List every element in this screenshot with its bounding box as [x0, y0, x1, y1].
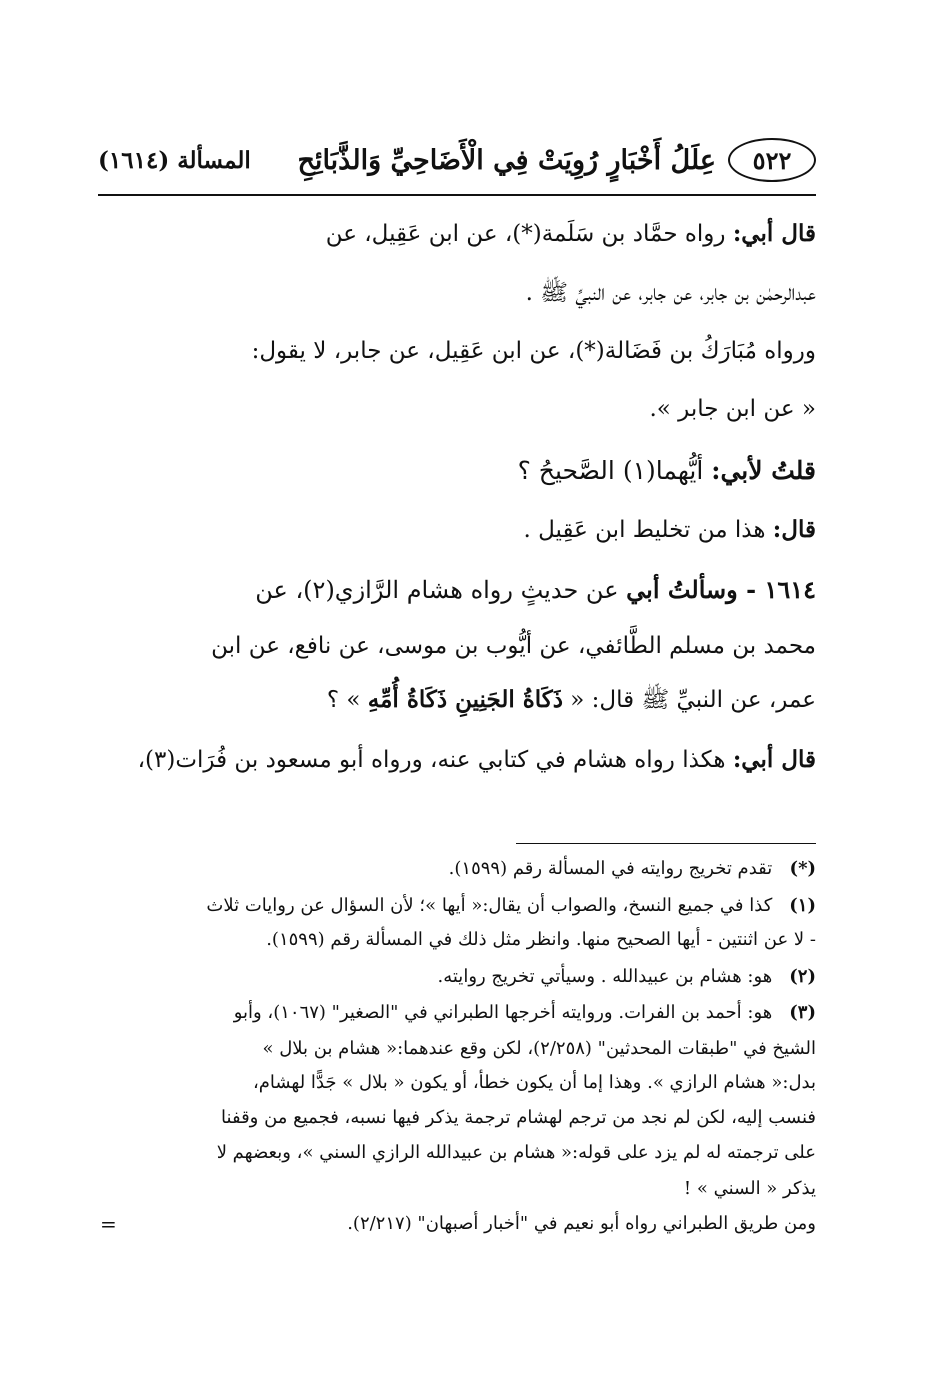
page-number: ٥٢٢ [728, 138, 816, 182]
body-line [98, 340, 816, 363]
footnote-3-cont [98, 1109, 816, 1127]
body-text: محمد بن مسلم الطَّائفي، عن أيُّوب بن موسى، عن نافع، عن ابن [211, 633, 816, 659]
footnote-3-cont [98, 1180, 816, 1198]
hadith-quote: ذَكَاةُ الجَنِينِ ذَكَاةُ أُمِّهِ [367, 686, 563, 713]
footnote-marker: (١) [789, 895, 816, 916]
footnote-text: تقدم تخريج روايته في المسألة رقم (١٥٩٩). [448, 858, 773, 879]
footnote-3-cont [98, 1074, 816, 1092]
body-text: هكذا رواه هشام في كتابي عنه، ورواه أبو مسعود بن فُرَات(٣)، [137, 747, 726, 773]
footnote-3-cont [98, 1040, 816, 1058]
footnote-text: على ترجمته له لم يزد على قوله:« هشام بن عبيدالله الرازي السني »، وبعضهم لا [216, 1142, 816, 1163]
body-line [98, 282, 816, 305]
speaker-label: قلتُ لأبي: [711, 456, 816, 485]
body-text: عن حديثٍ رواه هشام الرَّازي(٢)، عن [255, 576, 619, 604]
footnote-1-cont [98, 931, 816, 949]
footnote-text: - لا عن اثنتين - أيها الصحيح منها. وانظر مثل ذلك في المسألة رقم (١٥٩٩). [266, 929, 816, 950]
body-line [98, 458, 816, 483]
footnote-text: هو: أحمد بن الفرات. وروايته أخرجها الطبراني في "الصغير" (١٠٦٧)، وأبو [233, 1002, 773, 1023]
speaker-label: قال أبي: [732, 746, 816, 773]
issue-label: المسألة (١٦١٤) [98, 146, 251, 174]
speaker-label: قال أبي: [732, 220, 816, 247]
footnote-text: ومن طريق الطبراني رواه أبو نعيم في "أخبار أصبهان" (٢/٢١٧). [347, 1213, 816, 1234]
footnote-text: يذكر « السني » ! [683, 1178, 816, 1199]
footnote-3 [98, 1004, 816, 1022]
body-line [98, 748, 816, 772]
body-line [98, 398, 816, 421]
page-header [98, 128, 816, 192]
continuation-mark: = [100, 1212, 117, 1236]
speaker-label: قال: [772, 516, 816, 543]
footnote-2 [98, 968, 816, 986]
body-text: أيُّهما(١) الصَّحيحُ ؟ [517, 456, 704, 485]
footnote-text: الشيخ في "طبقات المحدثين" (٢/٢٥٨)، لكن وقع عندهما:« هشام بن بلال » [262, 1038, 816, 1059]
footnote-separator [516, 843, 816, 844]
body-text: عبدالرحمٰن بن جابر، عن جابر، عن النبيِّ ﷺ . [525, 280, 816, 306]
footnote-marker: (٢) [789, 966, 816, 987]
issue-heading: ١٦١٤ - وسألتُ أبي [626, 575, 816, 604]
footnote-text: كذا في جميع النسخ، والصواب أن يقال:« أيها »؛ لأن السؤال عن روايات ثلاث [206, 895, 773, 916]
footnote-text: هو: هشام بن عبيدالله . وسيأتي تخريج روايته. [437, 966, 773, 987]
body-line [98, 635, 816, 658]
body-text: هذا من تخليط ابن عَقِيل . [523, 517, 766, 543]
footnote-3-cont [98, 1215, 816, 1233]
running-title: عِلَلُ أَخْبَارٍ رُوِيَتْ فِي الْأَضَاحِيِّ وَالذَّبَائِحِ [297, 144, 716, 176]
footnote-star [98, 860, 816, 878]
body-line [98, 222, 816, 246]
body-line [98, 688, 816, 712]
footnote-marker: (*) [789, 858, 816, 879]
body-text: ورواه مُبَارَكُ بن فَضَالة(*)، عن ابن عَقِيل، عن جابر، لا يقول: [251, 338, 816, 364]
footnote-marker: (٣) [789, 1002, 816, 1023]
footnote-text: فنسب إليه، لكن لم نجد من ترجم لهشام ترجمة يذكر فيها نسبه، فجميع من وقفنا [221, 1107, 816, 1128]
body-text: عمر، عن النبيِّ ﷺ قال: « [570, 687, 816, 713]
body-line [98, 575, 816, 604]
body-text: « عن ابن جابر ». [649, 396, 816, 422]
footnote-text: بدل:« هشام الرازي ». وهذا إما أن يكون خطأ، أو يكون « بلال » جَدًّا لهشام، [252, 1072, 816, 1093]
header-rule [98, 194, 816, 196]
body-line [98, 518, 816, 542]
body-text: رواه حمَّاد بن سَلَمة(*)، عن ابن عَقِيل، عن [325, 221, 726, 247]
footnote-3-cont [98, 1144, 816, 1162]
footnote-1 [98, 897, 816, 915]
body-text: » ؟ [326, 687, 361, 713]
